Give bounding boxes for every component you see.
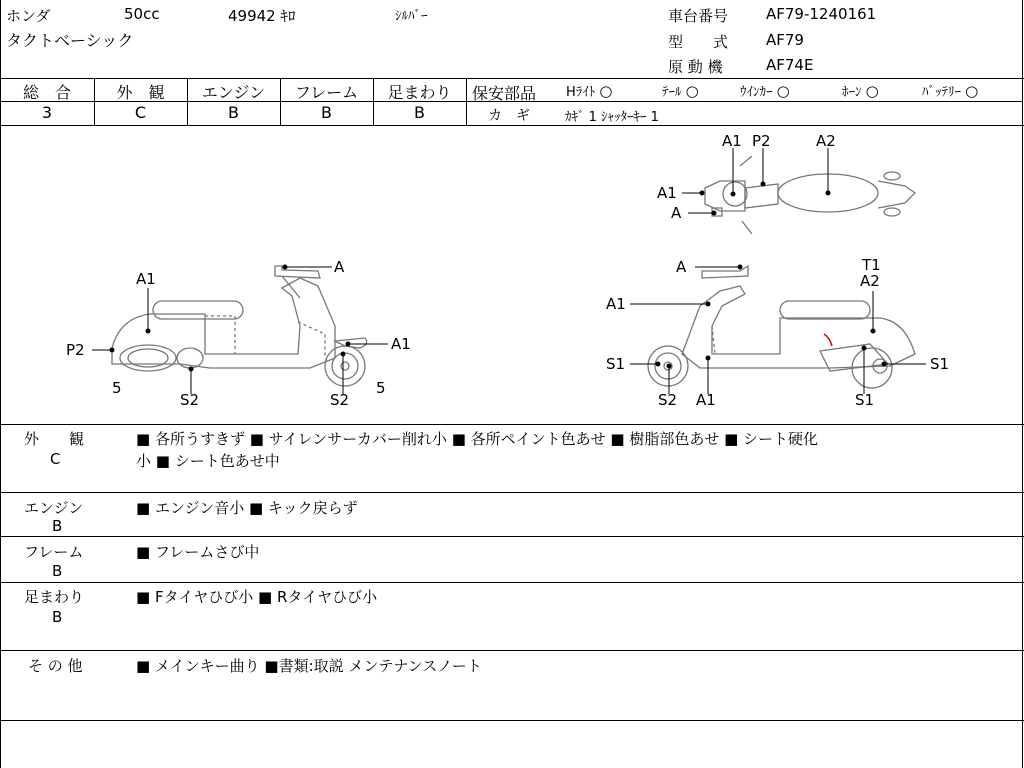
safety-battery (922, 81, 978, 100)
diagram-label: S2 (658, 391, 678, 409)
safety-horn (842, 81, 879, 100)
diagram-label: A1 (722, 132, 742, 150)
displacement: 50cc (124, 5, 160, 23)
remark-exterior-title: 外 観 (24, 430, 85, 448)
safety-headlight (566, 81, 613, 100)
diagram-label: A (671, 204, 682, 222)
grade-engine-value: B (228, 103, 239, 122)
type-label: 型 式 (668, 33, 729, 51)
frame-no-label: 車台番号 (668, 7, 729, 25)
diagram-label: S1 (606, 355, 626, 373)
safety-horn-label: ﾎｰﾝ (842, 85, 862, 100)
remark-exterior-text: ■ 各所うすきず ■ サイレンサーカバー削れ小 ■ 各所ペイント色あせ ■ 樹脂部色あせ ■ シート硬化 (136, 430, 819, 448)
grade-suspension-label: 足まわり (387, 83, 452, 102)
grade-engine-label: エンジン (201, 83, 266, 102)
rule-safety-mid (466, 101, 1022, 102)
diagram-label: T1 (862, 256, 881, 274)
remark-frame-text: ■ フレームさび中 (136, 543, 260, 561)
remark-suspension-text: ■ Fタイヤひび小 ■ Rタイヤひび小 (136, 588, 378, 606)
diagram-label: S1 (930, 355, 950, 373)
grade-frame-value: B (321, 103, 332, 122)
diagram-label: A1 (696, 391, 716, 409)
key-value: ｶｷﾞ 1 ｼｬｯﾀｰｷｰ 1 (565, 110, 659, 125)
safety-tail (662, 81, 699, 100)
safety-battery-status: ○ (965, 82, 979, 100)
frame-no: AF79-1240161 (766, 5, 877, 23)
mileage: 49942 ｷﾛ (228, 7, 296, 25)
type-value: AF79 (766, 31, 804, 49)
rule-remarks-5 (0, 720, 1024, 721)
remark-engine-text: ■ エンジン音小 ■ キック戻らず (136, 499, 358, 517)
diagram-label: A (676, 258, 687, 276)
remark-exterior-grade: C (50, 450, 61, 468)
remark-other-title: そ の 他 (28, 657, 83, 675)
diagram-label: A1 (391, 335, 411, 353)
grade-overall-label: 総 合 (22, 83, 71, 102)
safety-winker-status: ○ (776, 82, 790, 100)
safety-tail-label: ﾃｰﾙ (662, 85, 682, 100)
scooter-top-view (705, 156, 915, 234)
safety-label: 保安部品 (472, 84, 537, 103)
diagram-label: P2 (66, 341, 85, 359)
rule-remarks-top (0, 424, 1024, 425)
remark-other-text: ■ メインキー曲り ■書類:取説 メンテナンスノート (136, 657, 482, 675)
diagram-label: S2 (180, 391, 200, 409)
safety-winker (740, 81, 790, 100)
grade-overall-value: 3 (41, 103, 53, 122)
maker: ホンダ (6, 7, 51, 25)
diagram-label: A2 (860, 272, 880, 290)
key-label: カ ギ (488, 108, 530, 124)
remark-frame-title: フレーム (24, 543, 84, 561)
rule-remarks-1 (0, 492, 1024, 493)
safety-tail-status: ○ (685, 82, 699, 100)
color: ｼﾙﾊﾞｰ (395, 9, 428, 24)
grade-frame-label: フレーム (294, 83, 359, 102)
safety-headlight-label: Hﾗｲﾄ (566, 85, 596, 100)
safety-winker-label: ｳｲﾝｶｰ (740, 85, 773, 100)
diagram-label: 5 (112, 379, 122, 397)
diagram-label: A1 (136, 270, 156, 288)
grade-exterior-label: 外 観 (116, 83, 165, 102)
frame-right (1022, 0, 1023, 768)
diagram-label: A2 (816, 132, 836, 150)
rule-remarks-3 (0, 582, 1024, 583)
engine-value: AF74E (766, 56, 814, 74)
rule-remarks-4 (0, 650, 1024, 651)
safety-battery-label: ﾊﾞｯﾃﾘｰ (922, 85, 961, 100)
remark-suspension-title: 足まわり (24, 588, 85, 606)
rule-grades-top (0, 78, 1024, 79)
diagram-label: P2 (752, 132, 771, 150)
remark-engine-grade: B (52, 517, 63, 535)
safety-horn-status: ○ (865, 82, 879, 100)
remark-suspension-grade: B (52, 608, 63, 626)
grade-divider (466, 78, 467, 125)
diagram-label: A1 (657, 184, 677, 202)
diagram-label: S2 (330, 391, 350, 409)
grade-exterior-value: C (134, 103, 147, 122)
remark-exterior-text-cont: 小 ■ シート色あせ中 (136, 452, 280, 470)
diagram-label: 5 (376, 379, 386, 397)
diagram-label: A (334, 258, 345, 276)
safety-headlight-status: ○ (599, 82, 613, 100)
rule-remarks-2 (0, 536, 1024, 537)
model-name: タクトベーシック (6, 31, 134, 50)
remark-engine-title: エンジン (24, 499, 84, 517)
engine-label: 原 動 機 (668, 58, 723, 76)
diagram-label: A1 (606, 295, 626, 313)
diagram-label: S1 (855, 391, 875, 409)
damage-diagram (0, 126, 1022, 424)
scratch-mark (824, 334, 832, 346)
grade-suspension-value: B (414, 103, 425, 122)
remark-frame-grade: B (52, 562, 63, 580)
